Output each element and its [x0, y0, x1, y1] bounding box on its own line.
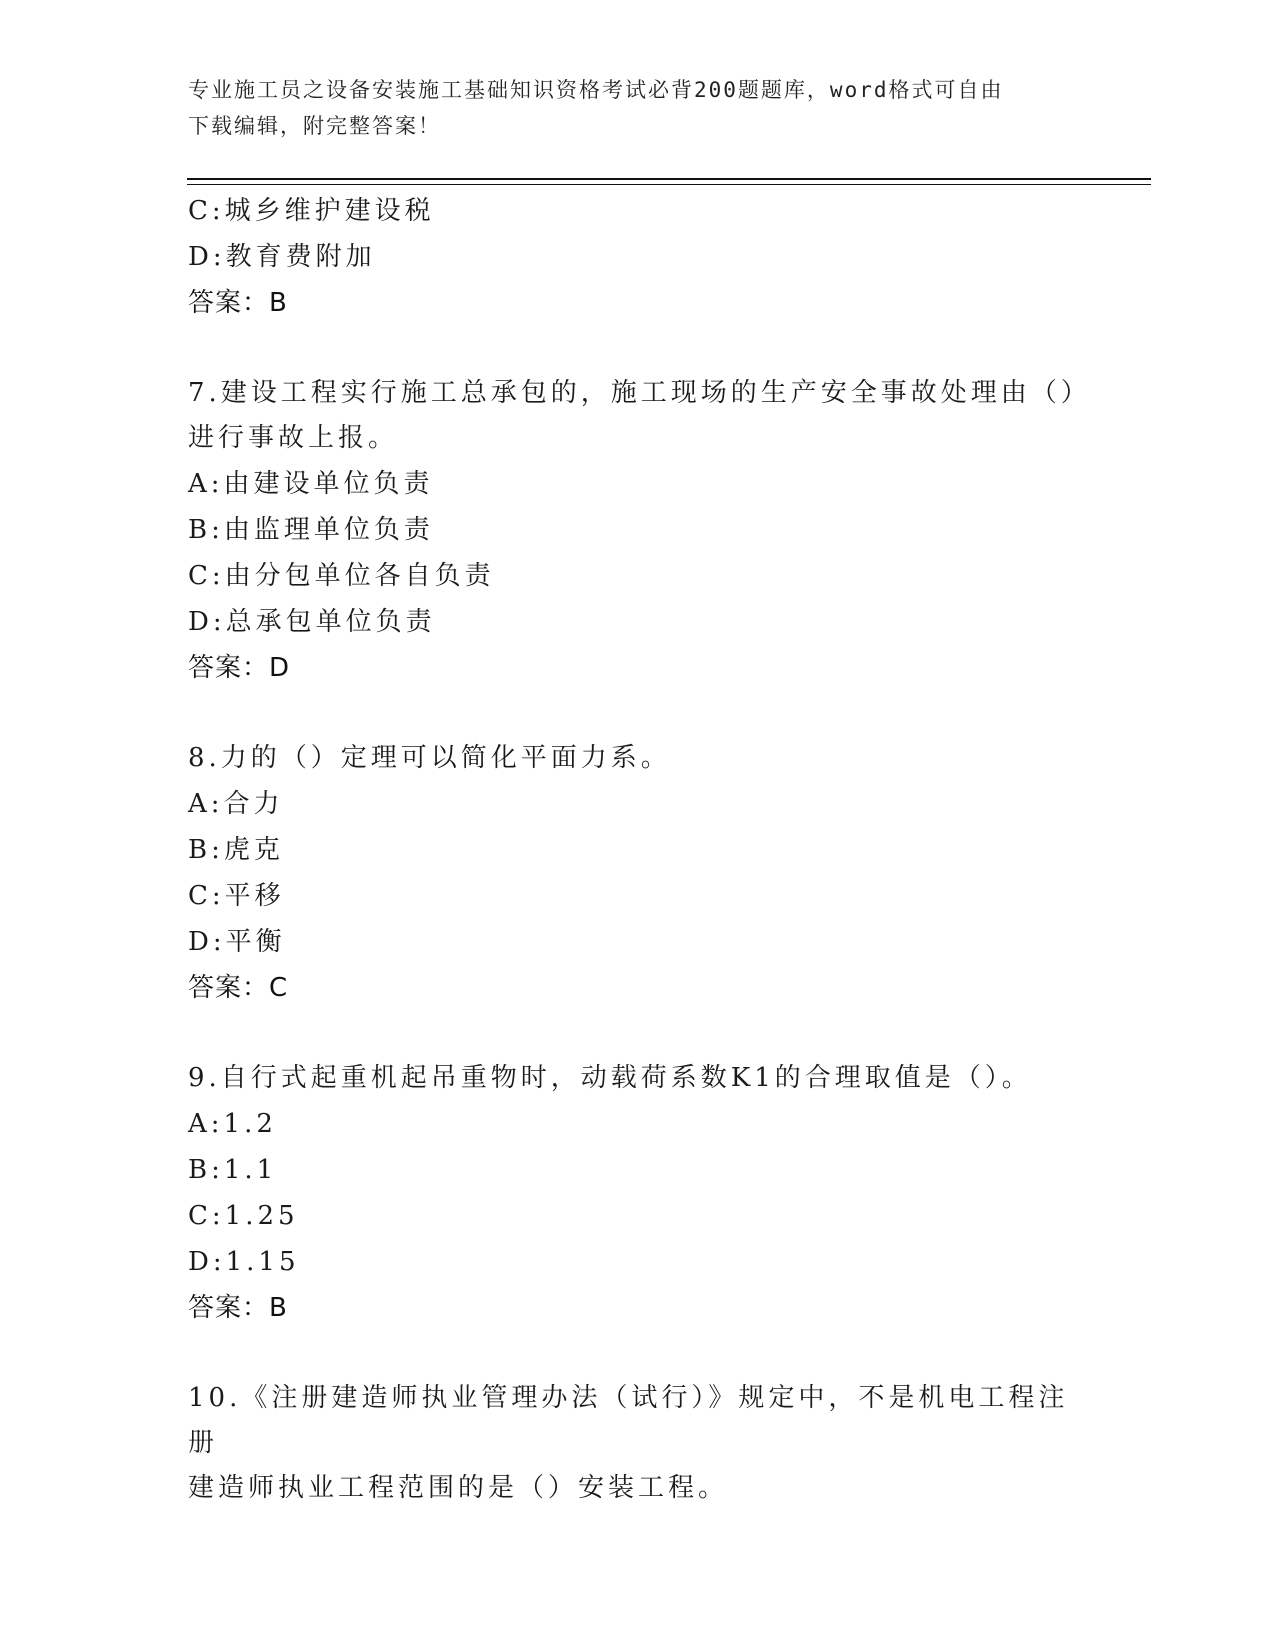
question-8 — [188, 736, 1088, 1011]
question-stem-line: 进行事故上报。 — [188, 423, 399, 453]
option-d: D:1.15 — [188, 1247, 300, 1277]
question-list — [188, 188, 1091, 1511]
option-d: D:平衡 — [188, 927, 286, 957]
option-b: B:虎克 — [188, 835, 284, 865]
spacer — [188, 1331, 1088, 1376]
header-line-1: 专业施工员之设备安装施工基础知识资格考试必背200题题库，word格式可自由 — [188, 78, 1004, 102]
option-c: C:平移 — [188, 881, 285, 911]
option-c: C:城乡维护建设税 — [188, 196, 435, 226]
option-c: C:1.25 — [188, 1201, 299, 1231]
question-stem-line: 7.建设工程实行施工总承包的，施工现场的生产安全事故处理由（） — [188, 378, 1091, 408]
spacer — [188, 326, 1088, 371]
option-d: D:总承包单位负责 — [188, 607, 436, 637]
question-stem-line: 8.力的（）定理可以简化平面力系。 — [188, 743, 671, 773]
document-header — [188, 72, 1068, 144]
option-b: B:1.1 — [188, 1155, 278, 1185]
question-7 — [188, 371, 1091, 691]
question-9 — [188, 1056, 1088, 1331]
header-line-2: 下载编辑，附完整答案！ — [188, 114, 441, 138]
option-b: B:由监理单位负责 — [188, 515, 434, 545]
carryover-block — [188, 188, 1088, 326]
question-stem-line: 9.自行式起重机起吊重物时，动载荷系数K1的合理取值是（）。 — [188, 1063, 1032, 1093]
question-stem-line: 10.《注册建造师执业管理办法（试行）》规定中，不是机电工程注册 — [188, 1383, 1069, 1458]
spacer — [188, 691, 1088, 736]
question-10 — [188, 1376, 1088, 1511]
header-rule-thin — [187, 184, 1151, 185]
option-a: A:1.2 — [188, 1109, 277, 1139]
option-a: A:由建设单位负责 — [188, 469, 434, 499]
answer: 答案：D — [188, 653, 291, 683]
answer: 答案：B — [188, 288, 288, 318]
option-c: C:由分包单位各自负责 — [188, 561, 495, 591]
question-stem-line: 建造师执业工程范围的是（）安装工程。 — [188, 1473, 729, 1503]
header-rule-thick — [187, 178, 1151, 180]
answer: 答案：B — [188, 1293, 288, 1323]
option-a: A:合力 — [188, 789, 284, 819]
spacer — [188, 1011, 1088, 1056]
option-d: D:教育费附加 — [188, 242, 376, 272]
answer: 答案：C — [188, 973, 289, 1003]
